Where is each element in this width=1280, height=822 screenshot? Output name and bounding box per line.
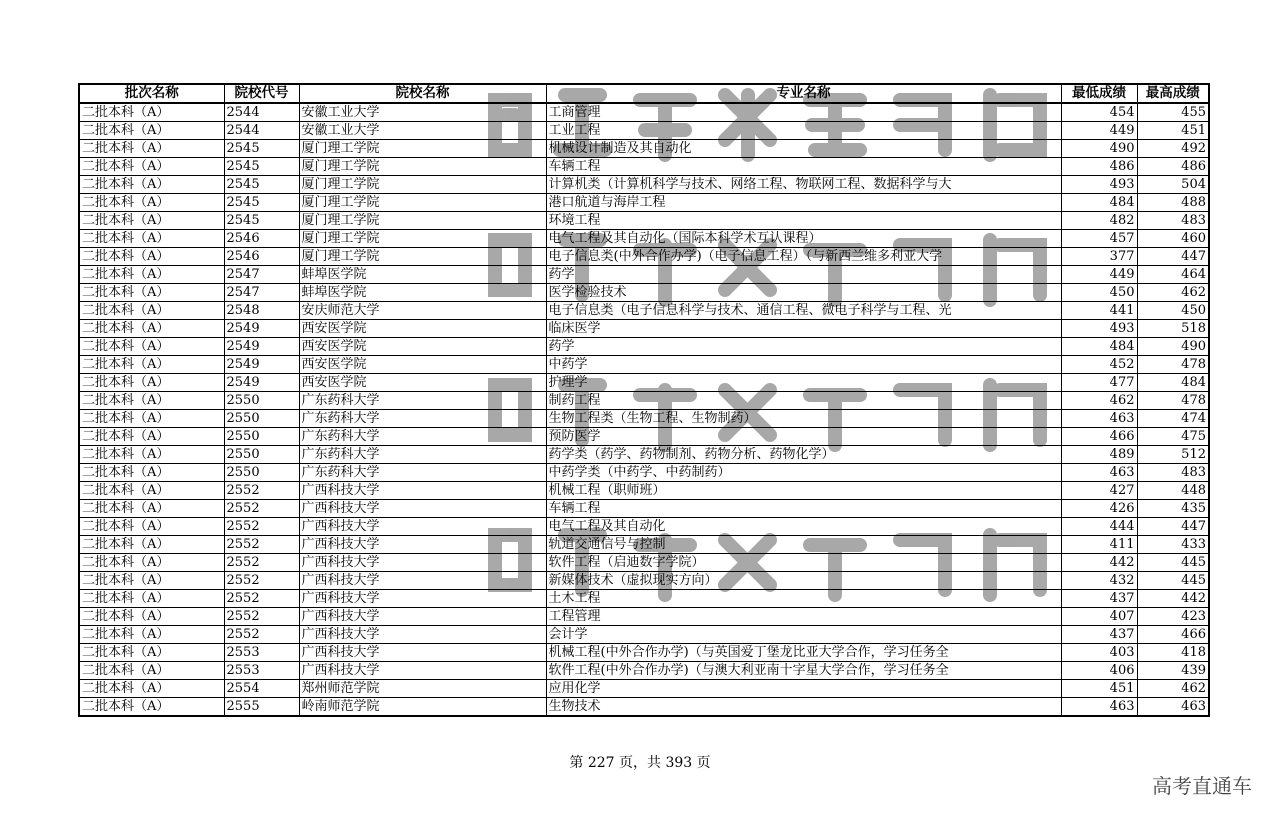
table-row — [79, 248, 1209, 266]
school-name-cell: 广东药科大学 — [299, 464, 546, 482]
school-code-cell: 2548 — [224, 302, 299, 320]
school-name-cell: 广西科技大学 — [299, 608, 546, 626]
school-code-cell: 2549 — [224, 374, 299, 392]
table-row — [79, 536, 1209, 554]
major-name-cell: 应用化学 — [546, 680, 1061, 698]
table-row — [79, 428, 1209, 446]
school-name-cell: 安徽工业大学 — [299, 103, 546, 122]
school-name-cell: 广西科技大学 — [299, 644, 546, 662]
min-score-cell: 457 — [1061, 230, 1137, 248]
major-name-cell: 预防医学 — [546, 428, 1061, 446]
batch-cell: 二批本科（A） — [79, 140, 224, 158]
major-name-cell: 临床医学 — [546, 320, 1061, 338]
min-score-cell: 463 — [1061, 698, 1137, 717]
min-score-cell: 442 — [1061, 554, 1137, 572]
batch-cell: 二批本科（A） — [79, 410, 224, 428]
header-max-score: 最高成绩 — [1137, 84, 1209, 103]
min-score-cell: 406 — [1061, 662, 1137, 680]
major-name-cell: 药学类（药学、药物制剂、药物分析、药物化学） — [546, 446, 1061, 464]
max-score-cell: 478 — [1137, 356, 1209, 374]
min-score-cell: 484 — [1061, 194, 1137, 212]
major-name-cell: 中药学 — [546, 356, 1061, 374]
school-name-cell: 广西科技大学 — [299, 554, 546, 572]
max-score-cell: 486 — [1137, 158, 1209, 176]
school-name-cell: 广西科技大学 — [299, 518, 546, 536]
school-code-cell: 2550 — [224, 410, 299, 428]
school-code-cell: 2545 — [224, 212, 299, 230]
major-name-cell: 制药工程 — [546, 392, 1061, 410]
batch-cell: 二批本科（A） — [79, 176, 224, 194]
min-score-cell: 493 — [1061, 320, 1137, 338]
school-name-cell: 厦门理工学院 — [299, 248, 546, 266]
max-score-cell: 451 — [1137, 122, 1209, 140]
major-name-cell: 医学检验技术 — [546, 284, 1061, 302]
max-score-cell: 483 — [1137, 464, 1209, 482]
max-score-cell: 435 — [1137, 500, 1209, 518]
max-score-cell: 423 — [1137, 608, 1209, 626]
school-code-cell: 2552 — [224, 518, 299, 536]
school-name-cell: 西安医学院 — [299, 356, 546, 374]
major-name-cell: 生物工程类（生物工程、生物制药） — [546, 410, 1061, 428]
school-name-cell: 广西科技大学 — [299, 482, 546, 500]
min-score-cell: 493 — [1061, 176, 1137, 194]
school-code-cell: 2552 — [224, 500, 299, 518]
batch-cell: 二批本科（A） — [79, 194, 224, 212]
school-code-cell: 2552 — [224, 626, 299, 644]
table-row — [79, 392, 1209, 410]
table-row — [79, 140, 1209, 158]
school-code-cell: 2550 — [224, 464, 299, 482]
max-score-cell: 492 — [1137, 140, 1209, 158]
school-name-cell: 厦门理工学院 — [299, 140, 546, 158]
major-name-cell: 机械工程(中外合作办学)（与英国爱丁堡龙比亚大学合作，学习任务全 — [546, 644, 1061, 662]
school-name-cell: 安徽工业大学 — [299, 122, 546, 140]
min-score-cell: 441 — [1061, 302, 1137, 320]
major-name-cell: 软件工程(中外合作办学)（与澳大利亚南十字星大学合作，学习任务全 — [546, 662, 1061, 680]
school-name-cell: 广东药科大学 — [299, 410, 546, 428]
school-code-cell: 2552 — [224, 554, 299, 572]
table-row — [79, 266, 1209, 284]
table-row — [79, 320, 1209, 338]
school-name-cell: 广西科技大学 — [299, 572, 546, 590]
table-row — [79, 680, 1209, 698]
max-score-cell: 518 — [1137, 320, 1209, 338]
batch-cell: 二批本科（A） — [79, 698, 224, 717]
min-score-cell: 449 — [1061, 122, 1137, 140]
header-school-code: 院校代号 — [224, 84, 299, 103]
batch-cell: 二批本科（A） — [79, 158, 224, 176]
min-score-cell: 466 — [1061, 428, 1137, 446]
table-header — [79, 84, 1209, 103]
batch-cell: 二批本科（A） — [79, 302, 224, 320]
batch-cell: 二批本科（A） — [79, 590, 224, 608]
max-score-cell: 463 — [1137, 698, 1209, 717]
min-score-cell: 432 — [1061, 572, 1137, 590]
table-row — [79, 103, 1209, 122]
school-name-cell: 广西科技大学 — [299, 536, 546, 554]
major-name-cell: 药学 — [546, 338, 1061, 356]
max-score-cell: 442 — [1137, 590, 1209, 608]
min-score-cell: 490 — [1061, 140, 1137, 158]
school-code-cell: 2550 — [224, 428, 299, 446]
batch-cell: 二批本科（A） — [79, 320, 224, 338]
school-name-cell: 厦门理工学院 — [299, 212, 546, 230]
school-code-cell: 2554 — [224, 680, 299, 698]
major-name-cell: 机械设计制造及其自动化 — [546, 140, 1061, 158]
major-name-cell: 生物技术 — [546, 698, 1061, 717]
major-name-cell: 中药学类（中药学、中药制药） — [546, 464, 1061, 482]
school-name-cell: 广东药科大学 — [299, 428, 546, 446]
school-name-cell: 广东药科大学 — [299, 392, 546, 410]
major-name-cell: 电气工程及其自动化 — [546, 518, 1061, 536]
school-name-cell: 西安医学院 — [299, 374, 546, 392]
max-score-cell: 490 — [1137, 338, 1209, 356]
major-name-cell: 新媒体技术（虚拟现实方向） — [546, 572, 1061, 590]
batch-cell: 二批本科（A） — [79, 374, 224, 392]
school-code-cell: 2552 — [224, 590, 299, 608]
school-code-cell: 2552 — [224, 482, 299, 500]
min-score-cell: 444 — [1061, 518, 1137, 536]
major-name-cell: 港口航道与海岸工程 — [546, 194, 1061, 212]
table-row — [79, 662, 1209, 680]
school-code-cell: 2544 — [224, 103, 299, 122]
school-name-cell: 厦门理工学院 — [299, 230, 546, 248]
major-name-cell: 工商管理 — [546, 103, 1061, 122]
max-score-cell: 512 — [1137, 446, 1209, 464]
batch-cell: 二批本科（A） — [79, 356, 224, 374]
table-row — [79, 212, 1209, 230]
major-name-cell: 土木工程 — [546, 590, 1061, 608]
table-row — [79, 284, 1209, 302]
max-score-cell: 483 — [1137, 212, 1209, 230]
max-score-cell: 475 — [1137, 428, 1209, 446]
school-code-cell: 2545 — [224, 176, 299, 194]
table-row — [79, 572, 1209, 590]
max-score-cell: 418 — [1137, 644, 1209, 662]
major-name-cell: 护理学 — [546, 374, 1061, 392]
batch-cell: 二批本科（A） — [79, 338, 224, 356]
min-score-cell: 452 — [1061, 356, 1137, 374]
school-name-cell: 广西科技大学 — [299, 662, 546, 680]
max-score-cell: 488 — [1137, 194, 1209, 212]
school-name-cell: 郑州师范学院 — [299, 680, 546, 698]
batch-cell: 二批本科（A） — [79, 482, 224, 500]
school-code-cell: 2550 — [224, 446, 299, 464]
min-score-cell: 437 — [1061, 626, 1137, 644]
school-code-cell: 2549 — [224, 338, 299, 356]
min-score-cell: 454 — [1061, 103, 1137, 122]
max-score-cell: 445 — [1137, 572, 1209, 590]
table-row — [79, 122, 1209, 140]
max-score-cell: 455 — [1137, 103, 1209, 122]
table-row — [79, 644, 1209, 662]
min-score-cell: 407 — [1061, 608, 1137, 626]
school-name-cell: 岭南师范学院 — [299, 698, 546, 717]
batch-cell: 二批本科（A） — [79, 212, 224, 230]
table-row — [79, 626, 1209, 644]
max-score-cell: 466 — [1137, 626, 1209, 644]
header-batch: 批次名称 — [79, 84, 224, 103]
school-code-cell: 2546 — [224, 230, 299, 248]
batch-cell: 二批本科（A） — [79, 500, 224, 518]
batch-cell: 二批本科（A） — [79, 248, 224, 266]
school-name-cell: 蚌埠医学院 — [299, 266, 546, 284]
school-code-cell: 2549 — [224, 356, 299, 374]
admission-scores-table-wrapper — [78, 83, 1210, 717]
min-score-cell: 463 — [1061, 464, 1137, 482]
min-score-cell: 463 — [1061, 410, 1137, 428]
table-row — [79, 176, 1209, 194]
table-row — [79, 374, 1209, 392]
table-row — [79, 554, 1209, 572]
table-row — [79, 194, 1209, 212]
table-body — [79, 103, 1209, 716]
table-row — [79, 464, 1209, 482]
school-name-cell: 厦门理工学院 — [299, 176, 546, 194]
table-row — [79, 302, 1209, 320]
major-name-cell: 车辆工程 — [546, 158, 1061, 176]
major-name-cell: 工业工程 — [546, 122, 1061, 140]
table-header-row — [79, 84, 1209, 103]
major-name-cell: 电子信息类（电子信息科学与技术、通信工程、微电子科学与工程、光 — [546, 302, 1061, 320]
header-min-score: 最低成绩 — [1061, 84, 1137, 103]
table-row — [79, 698, 1209, 717]
batch-cell: 二批本科（A） — [79, 284, 224, 302]
max-score-cell: 450 — [1137, 302, 1209, 320]
major-name-cell: 机械工程（职师班） — [546, 482, 1061, 500]
min-score-cell: 449 — [1061, 266, 1137, 284]
table-row — [79, 590, 1209, 608]
page-number: 第 227 页，共 393 页 — [569, 755, 711, 771]
table-row — [79, 608, 1209, 626]
major-name-cell: 电气工程及其自动化（国际本科学术互认课程） — [546, 230, 1061, 248]
header-major-name: 专业名称 — [546, 84, 1061, 103]
min-score-cell: 377 — [1061, 248, 1137, 266]
school-code-cell: 2547 — [224, 266, 299, 284]
batch-cell: 二批本科（A） — [79, 572, 224, 590]
table-row — [79, 356, 1209, 374]
school-name-cell: 蚌埠医学院 — [299, 284, 546, 302]
major-name-cell: 电子信息类(中外合作办学)（电子信息工程）（与新西兰维多利亚大学 — [546, 248, 1061, 266]
batch-cell: 二批本科（A） — [79, 230, 224, 248]
max-score-cell: 478 — [1137, 392, 1209, 410]
max-score-cell: 462 — [1137, 680, 1209, 698]
max-score-cell: 448 — [1137, 482, 1209, 500]
batch-cell: 二批本科（A） — [79, 392, 224, 410]
school-code-cell: 2544 — [224, 122, 299, 140]
brand-watermark-text: 高考直通车 — [1152, 774, 1252, 798]
major-name-cell: 工程管理 — [546, 608, 1061, 626]
min-score-cell: 462 — [1061, 392, 1137, 410]
max-score-cell: 439 — [1137, 662, 1209, 680]
major-name-cell: 药学 — [546, 266, 1061, 284]
school-name-cell: 厦门理工学院 — [299, 158, 546, 176]
school-code-cell: 2550 — [224, 392, 299, 410]
header-school-name: 院校名称 — [299, 84, 546, 103]
school-code-cell: 2546 — [224, 248, 299, 266]
batch-cell: 二批本科（A） — [79, 464, 224, 482]
school-name-cell: 西安医学院 — [299, 338, 546, 356]
school-name-cell: 广西科技大学 — [299, 500, 546, 518]
table-row — [79, 518, 1209, 536]
major-name-cell: 环境工程 — [546, 212, 1061, 230]
min-score-cell: 451 — [1061, 680, 1137, 698]
school-name-cell: 厦门理工学院 — [299, 194, 546, 212]
batch-cell: 二批本科（A） — [79, 122, 224, 140]
table-row — [79, 410, 1209, 428]
min-score-cell: 427 — [1061, 482, 1137, 500]
max-score-cell: 445 — [1137, 554, 1209, 572]
max-score-cell: 462 — [1137, 284, 1209, 302]
min-score-cell: 477 — [1061, 374, 1137, 392]
major-name-cell: 会计学 — [546, 626, 1061, 644]
major-name-cell: 车辆工程 — [546, 500, 1061, 518]
min-score-cell: 482 — [1061, 212, 1137, 230]
school-code-cell: 2545 — [224, 158, 299, 176]
max-score-cell: 464 — [1137, 266, 1209, 284]
school-code-cell: 2545 — [224, 194, 299, 212]
batch-cell: 二批本科（A） — [79, 103, 224, 122]
school-code-cell: 2555 — [224, 698, 299, 717]
table-row — [79, 500, 1209, 518]
school-name-cell: 广西科技大学 — [299, 626, 546, 644]
min-score-cell: 403 — [1061, 644, 1137, 662]
major-name-cell: 计算机类（计算机科学与技术、网络工程、物联网工程、数据科学与大 — [546, 176, 1061, 194]
max-score-cell: 433 — [1137, 536, 1209, 554]
batch-cell: 二批本科（A） — [79, 266, 224, 284]
major-name-cell: 软件工程（启迪数字学院） — [546, 554, 1061, 572]
min-score-cell: 484 — [1061, 338, 1137, 356]
max-score-cell: 484 — [1137, 374, 1209, 392]
min-score-cell: 426 — [1061, 500, 1137, 518]
table-row — [79, 482, 1209, 500]
table-row — [79, 338, 1209, 356]
table-row — [79, 158, 1209, 176]
max-score-cell: 474 — [1137, 410, 1209, 428]
max-score-cell: 447 — [1137, 518, 1209, 536]
batch-cell: 二批本科（A） — [79, 536, 224, 554]
school-code-cell: 2552 — [224, 536, 299, 554]
school-code-cell: 2552 — [224, 608, 299, 626]
school-name-cell: 安庆师范大学 — [299, 302, 546, 320]
min-score-cell: 486 — [1061, 158, 1137, 176]
school-name-cell: 广西科技大学 — [299, 590, 546, 608]
table-row — [79, 230, 1209, 248]
max-score-cell: 460 — [1137, 230, 1209, 248]
min-score-cell: 437 — [1061, 590, 1137, 608]
school-name-cell: 西安医学院 — [299, 320, 546, 338]
batch-cell: 二批本科（A） — [79, 680, 224, 698]
max-score-cell: 447 — [1137, 248, 1209, 266]
school-code-cell: 2552 — [224, 572, 299, 590]
batch-cell: 二批本科（A） — [79, 608, 224, 626]
school-code-cell: 2545 — [224, 140, 299, 158]
admission-scores-table — [78, 83, 1210, 717]
school-code-cell: 2547 — [224, 284, 299, 302]
batch-cell: 二批本科（A） — [79, 554, 224, 572]
batch-cell: 二批本科（A） — [79, 644, 224, 662]
table-row — [79, 446, 1209, 464]
min-score-cell: 489 — [1061, 446, 1137, 464]
batch-cell: 二批本科（A） — [79, 626, 224, 644]
batch-cell: 二批本科（A） — [79, 518, 224, 536]
school-code-cell: 2549 — [224, 320, 299, 338]
school-code-cell: 2553 — [224, 662, 299, 680]
major-name-cell: 轨道交通信号与控制 — [546, 536, 1061, 554]
min-score-cell: 450 — [1061, 284, 1137, 302]
batch-cell: 二批本科（A） — [79, 662, 224, 680]
min-score-cell: 411 — [1061, 536, 1137, 554]
batch-cell: 二批本科（A） — [79, 446, 224, 464]
max-score-cell: 504 — [1137, 176, 1209, 194]
school-code-cell: 2553 — [224, 644, 299, 662]
school-name-cell: 广东药科大学 — [299, 446, 546, 464]
batch-cell: 二批本科（A） — [79, 428, 224, 446]
